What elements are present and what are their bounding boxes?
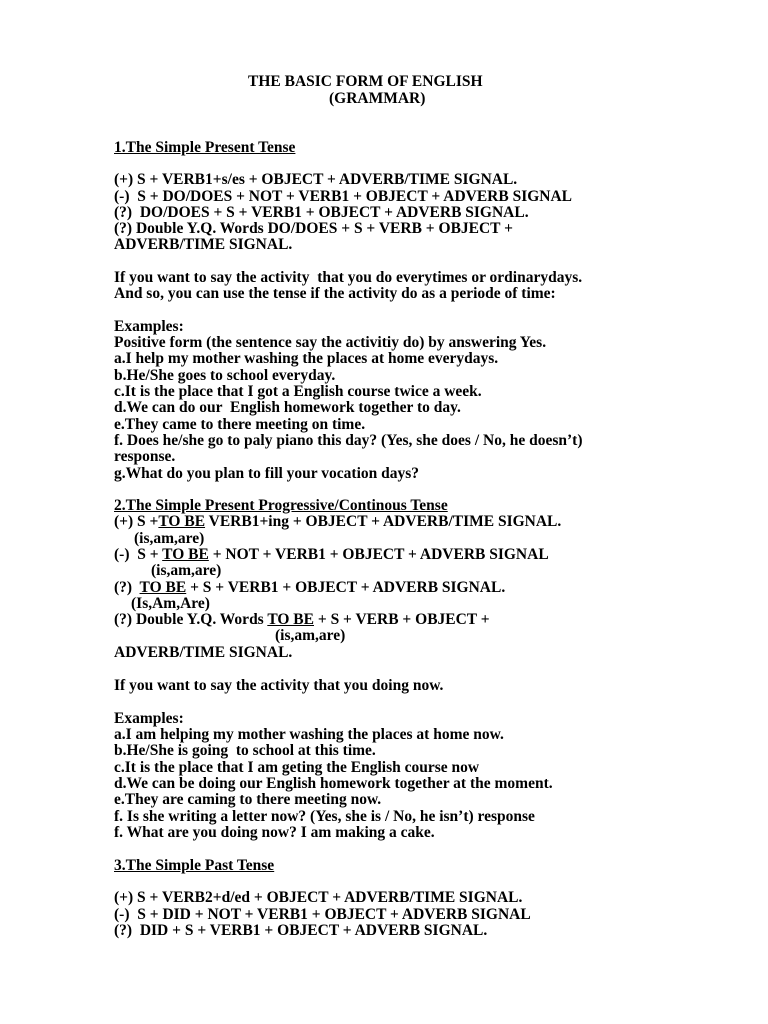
- section2-positive-formula: [114, 513, 561, 530]
- formula-text: (+) S +: [114, 513, 159, 530]
- section2-example: b.He/She is going to school at this time.: [114, 742, 376, 759]
- section1-usage-line: If you want to say the activity that you do everytimes or ordinarydays.: [114, 269, 583, 286]
- section1-heading: 1.The Simple Present Tense: [114, 139, 296, 156]
- to-be-keyword: TO BE: [158, 513, 206, 530]
- section1-example: a.I help my mother washing the places at home everydays.: [114, 350, 499, 367]
- section2-examples-label: Examples:: [114, 710, 184, 727]
- formula-text: + NOT + VERB1 + OBJECT + ADVERB SIGNAL: [208, 546, 549, 563]
- section1-example: g.What do you plan to fill your vocation days?: [114, 465, 420, 482]
- page-title: THE BASIC FORM OF ENGLISH: [248, 73, 483, 90]
- section1-positive-formula: (+) S + VERB1+s/es + OBJECT + ADVERB/TIME SIGNAL.: [114, 171, 518, 188]
- section2-example: c.It is the place that I am geting the English course now: [114, 759, 480, 776]
- to-be-keyword: TO BE: [267, 611, 314, 628]
- to-be-keyword: TO BE: [139, 579, 187, 596]
- section2-usage-line: If you want to say the activity that you doing now.: [114, 677, 444, 694]
- formula-text: + S + VERB1 + OBJECT + ADVERB SIGNAL.: [186, 579, 506, 596]
- section1-example: d.We can do our English homework together to day.: [114, 399, 461, 416]
- section1-examples-label: Examples:: [114, 318, 184, 335]
- section2-double-yq-formula-cont: ADVERB/TIME SIGNAL.: [114, 644, 293, 661]
- section1-example: c.It is the place that I got a English course twice a week.: [114, 383, 482, 400]
- section2-negative-formula: [114, 546, 549, 563]
- section1-example: response.: [114, 448, 176, 465]
- formula-text: VERB1+ing + OBJECT + ADVERB/TIME SIGNAL.: [205, 513, 562, 530]
- to-be-keyword: TO BE: [162, 546, 209, 563]
- section3-positive-formula: (+) S + VERB2+d/ed + OBJECT + ADVERB/TIME SIGNAL.: [114, 889, 523, 906]
- page-subtitle: (GRAMMAR): [329, 90, 426, 107]
- formula-text: (-) S +: [114, 546, 163, 563]
- section1-negative-formula: (-) S + DO/DOES + NOT + VERB1 + OBJECT + ADVERB SIGNAL: [114, 188, 573, 205]
- section3-question-formula: (?) DID + S + VERB1 + OBJECT + ADVERB SIGNAL.: [114, 922, 488, 939]
- to-be-forms-note: (Is,Am,Are): [131, 595, 210, 612]
- section1-example: b.He/She goes to school everyday.: [114, 367, 336, 384]
- section2-example: d.We can be doing our English homework together at the moment.: [114, 775, 553, 792]
- section3-negative-formula: (-) S + DID + NOT + VERB1 + OBJECT + ADVERB SIGNAL: [114, 906, 531, 923]
- section1-question-formula: (?) DO/DOES + S + VERB1 + OBJECT + ADVERB SIGNAL.: [114, 204, 529, 221]
- formula-text: (?) Double Y.Q. Words: [114, 611, 268, 628]
- section1-example: e.They came to there meeting on time.: [114, 416, 366, 433]
- section2-example: a.I am helping my mother washing the places at home now.: [114, 726, 504, 743]
- section2-question-formula: [114, 579, 505, 596]
- to-be-forms-note: (is,am,are): [151, 562, 222, 579]
- section1-double-yq-formula-cont: ADVERB/TIME SIGNAL.: [114, 236, 293, 253]
- section1-example: f. Does he/she go to paly piano this day? (Yes, she does / No, he doesn’t): [114, 432, 583, 449]
- to-be-forms-note: (is,am,are): [134, 530, 205, 547]
- to-be-forms-note: (is,am,are): [275, 627, 346, 644]
- section3-heading: 3.The Simple Past Tense: [114, 857, 275, 874]
- formula-text: + S + VERB + OBJECT +: [313, 611, 490, 628]
- section2-heading: 2.The Simple Present Progressive/Continous Tense: [114, 497, 448, 514]
- formula-text: (?): [114, 579, 140, 596]
- section2-example: f. Is she writing a letter now? (Yes, she is / No, he isn’t) response: [114, 808, 535, 825]
- section1-double-yq-formula: (?) Double Y.Q. Words DO/DOES + S + VERB + OBJECT +: [114, 220, 513, 237]
- section2-double-yq-formula: [114, 611, 490, 628]
- section2-example: e.They are caming to there meeting now.: [114, 791, 382, 808]
- section2-example: f. What are you doing now? I am making a cake.: [114, 824, 435, 841]
- section1-usage-line: And so, you can use the tense if the activity do as a periode of time:: [114, 285, 556, 302]
- section1-positive-form-note: Positive form (the sentence say the activitiy do) by answering Yes.: [114, 334, 547, 351]
